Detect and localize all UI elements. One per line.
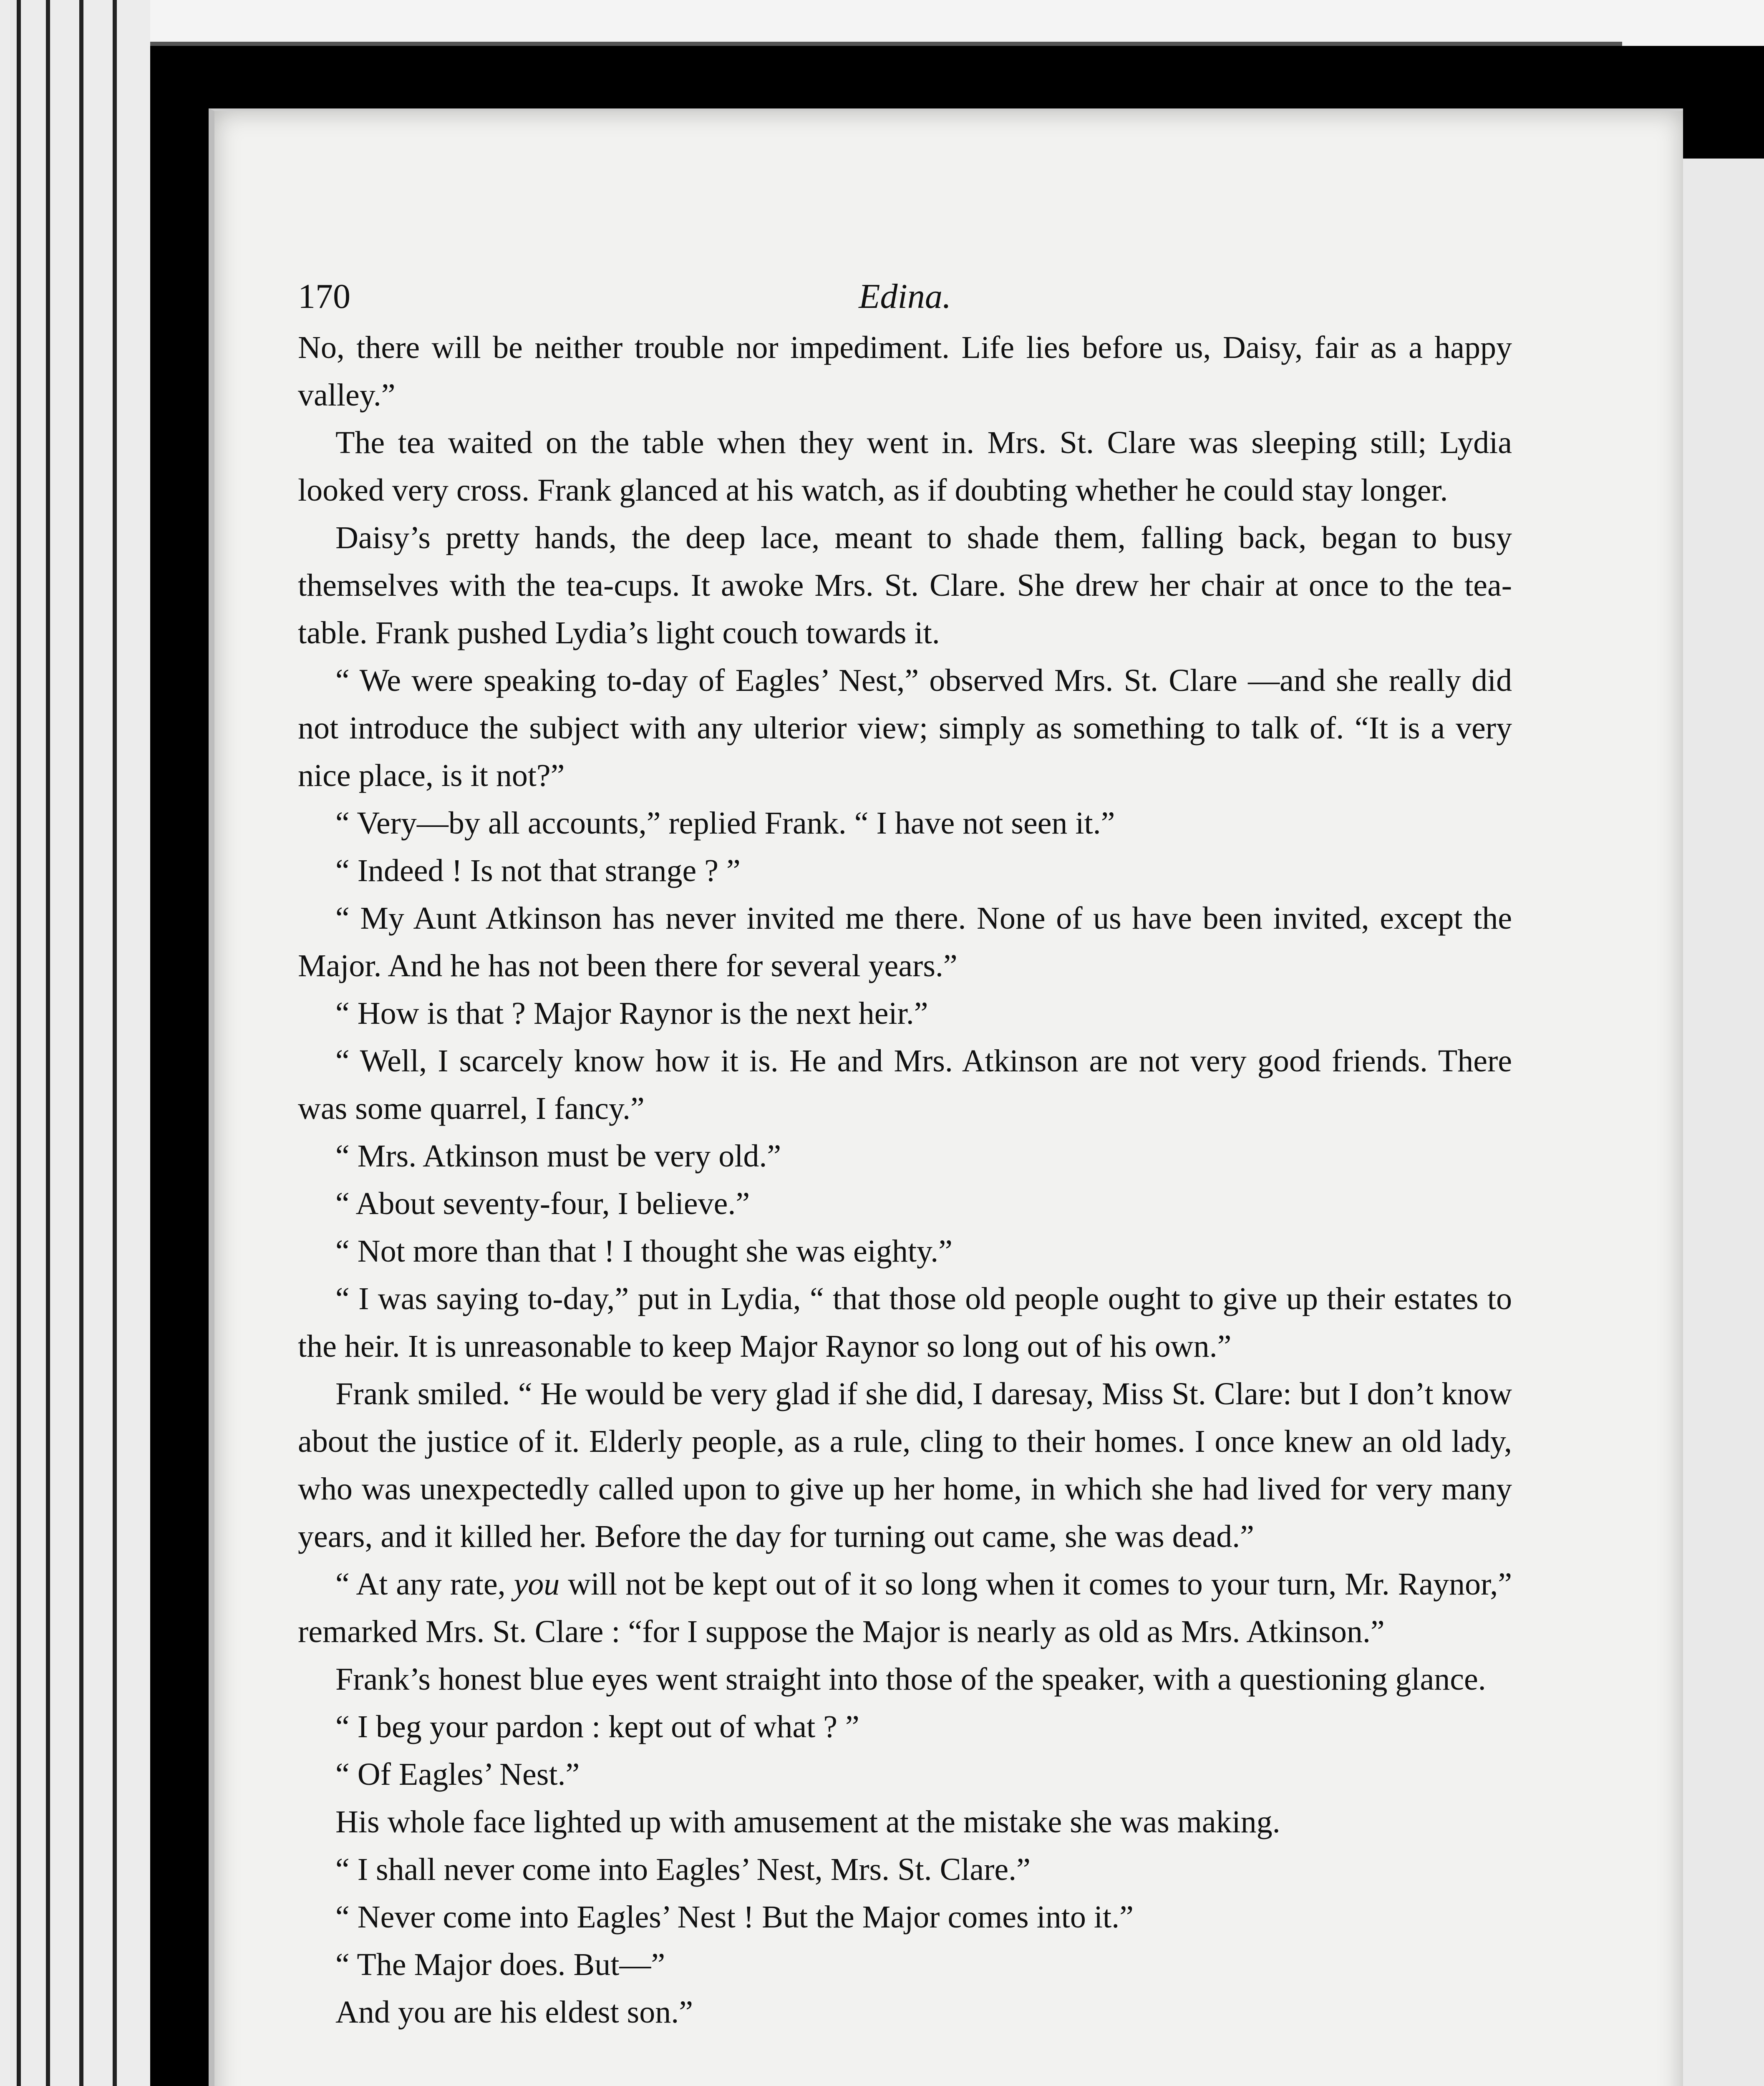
paragraph: His whole face lighted up with amusement at the mistake she was making. (335, 1804, 1280, 1839)
paragraph: Daisy’s pretty hands, the deep lace, meant to shade them, falling back, began to busy themselves with the tea-cups. It awoke Mrs. St. Clare. She drew her chair at once to the tea-table. Frank pushed Lydia’s light couch towards it. (298, 520, 1512, 650)
page-number: 170 (298, 277, 350, 316)
paragraph: “ About seventy-four, I believe.” (335, 1186, 750, 1221)
top-paper-strip (0, 0, 1764, 46)
left-book-edge (0, 0, 150, 2086)
edge-line (17, 0, 21, 2086)
paragraph: No, there will be neither trouble nor impediment. Life lies before us, Daisy, fair as a happy valley.” (298, 330, 1512, 413)
paragraph: “ Indeed ! Is not that strange ? ” (335, 853, 741, 888)
paragraph: “ I shall never come into Eagles’ Nest, Mrs. St. Clare.” (335, 1852, 1031, 1887)
paragraph-part: “ At any rate, (335, 1567, 506, 1602)
paragraph: Frank’s honest blue eyes went straight into those of the speaker, with a questioning glance. (335, 1662, 1486, 1697)
paragraph: “ Very—by all accounts,” replied Frank. “ I have not seen it.” (335, 806, 1115, 841)
paragraph-part: will not be kept out of it so long when it comes to your turn, Mr. Raynor,” remarked Mrs. St. Clare : “for I suppose the Major is nearly as old as Mrs. Atkinson.” (298, 1567, 1512, 1649)
page-content (298, 270, 1512, 2036)
paragraph: “ Mrs. Atkinson must be very old.” (335, 1139, 781, 1174)
top-edge-rule (83, 42, 1622, 46)
paragraph: “ Not more than that ! I thought she was eighty.” (335, 1234, 953, 1269)
paragraph: “ Never come into Eagles’ Nest ! But the Major comes into it.” (335, 1900, 1134, 1935)
paragraph (298, 1560, 1512, 1655)
paragraph: “ We were speaking to-day of Eagles’ Nest,” observed Mrs. St. Clare —and she really did not introduce the subject with any ulterior view; simply as something to talk of. “It is a very nice place, is it not?” (298, 663, 1512, 793)
paragraph: “ Well, I scarcely know how it is. He and Mrs. Atkinson are not very good friends. There was some quarrel, I fancy.” (298, 1043, 1512, 1126)
paragraph: “ I beg your pardon : kept out of what ? ” (335, 1709, 859, 1744)
body-text (298, 324, 1512, 2036)
edge-line (46, 0, 50, 2086)
italic-emphasis: you (514, 1567, 560, 1602)
paragraph: “ The Major does. But—” (335, 1947, 665, 1982)
book-page (209, 108, 1683, 2086)
paragraph: “ My Aunt Atkinson has never invited me there. None of us have been invited, except the Major. And he has not been there for several years.” (298, 901, 1512, 983)
paragraph: “ How is that ? Major Raynor is the next heir.” (335, 996, 928, 1031)
running-title: Edina. (859, 277, 951, 316)
paragraph: Frank smiled. “ He would be very glad if she did, I daresay, Miss St. Clare: but I don’t know about the justice of it. Elderly people, as a rule, cling to their homes. I once knew an old lady, who was unexpectedly called upon to give up her home, in which she had lived for very many years, and it killed her. Before the day for turning out came, she was dead.” (298, 1376, 1512, 1554)
paragraph: “ I was saying to-day,” put in Lydia, “ that those old people ought to give up their estates to the heir. It is unreasonable to keep Major Raynor so long out of his own.” (298, 1281, 1512, 1364)
paragraph: “ Of Eagles’ Nest.” (335, 1757, 580, 1792)
edge-line (113, 0, 117, 2086)
running-head (298, 270, 1512, 324)
paragraph: And you are his eldest son.” (335, 1995, 693, 2030)
paragraph: The tea waited on the table when they went in. Mrs. St. Clare was sleeping still; Lydia looked very cross. Frank glanced at his watch, as if doubting whether he could stay longer. (298, 425, 1512, 508)
edge-line (79, 0, 83, 2086)
